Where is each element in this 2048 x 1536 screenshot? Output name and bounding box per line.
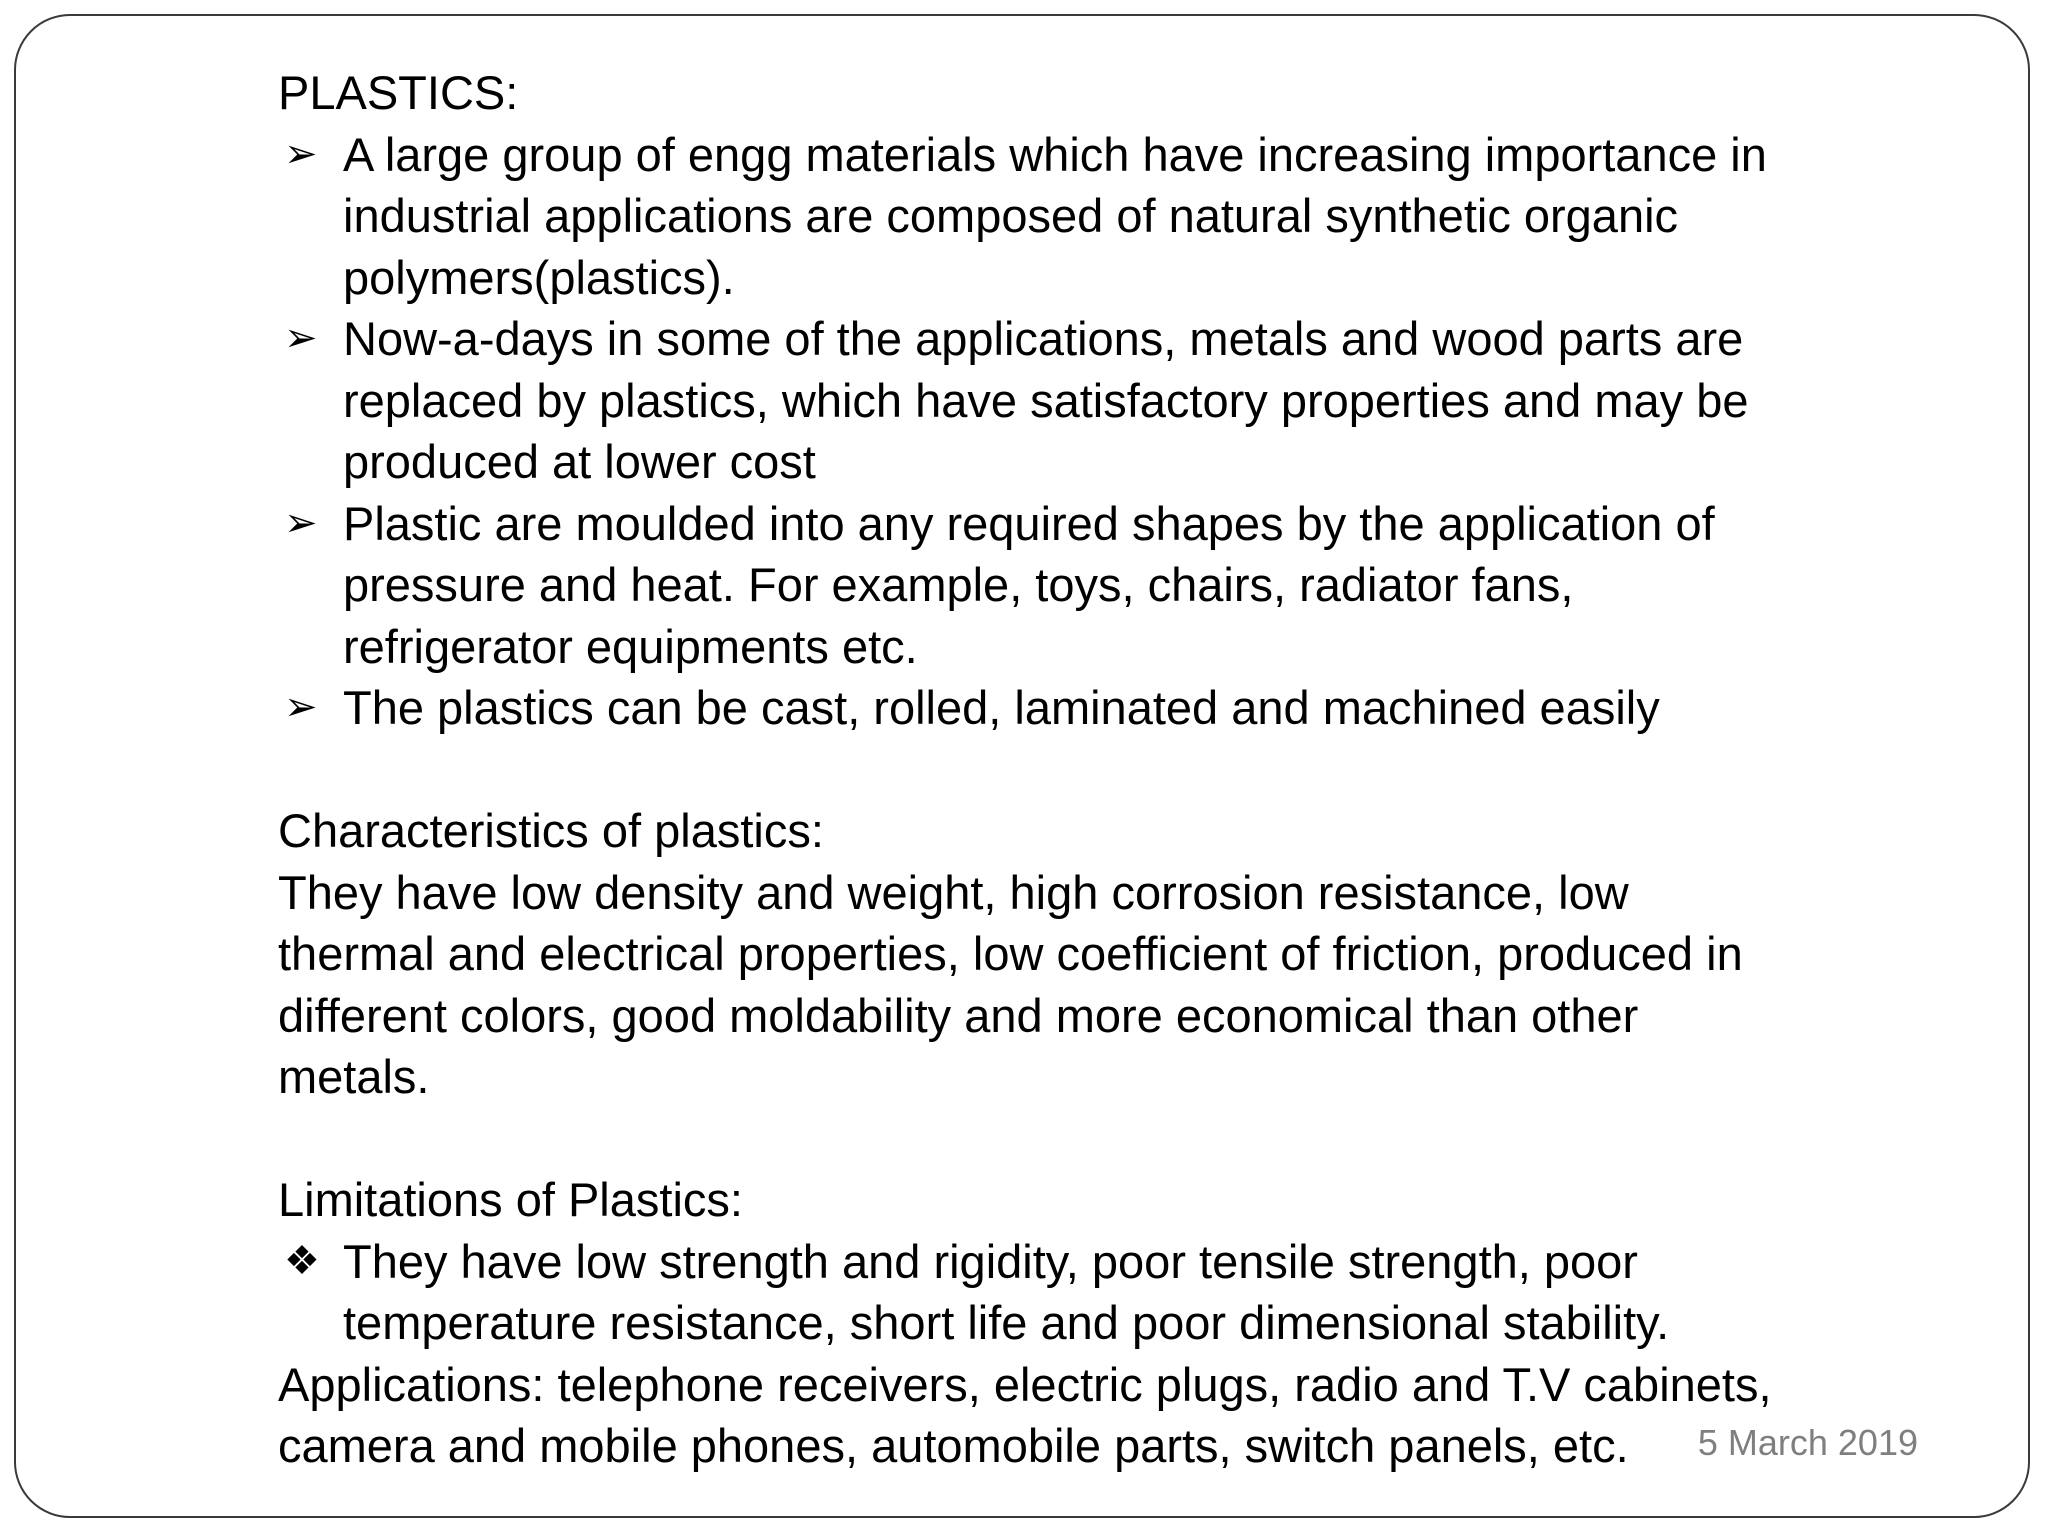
spacer — [278, 739, 1978, 801]
plastics-bullet-text: Now-a-days in some of the applications, metals and wood parts are replaced by plastics, which have satisfactory properties and may be produced at lower cost — [343, 312, 1749, 488]
plastics-bullet — [278, 124, 1978, 309]
plastics-bullet-text: Plastic are moulded into any required shapes by the application of pressure and heat. For example, toys, chairs, radiator fans, refrigerator equipments etc. — [343, 496, 1715, 673]
characteristics-line: They have low density and weight, high corrosion resistance, low — [278, 865, 1629, 919]
diamond-bullet-icon: ❖ — [284, 1238, 320, 1283]
characteristics-heading: Characteristics of plastics: — [278, 804, 824, 857]
applications-line: Applications: telephone receivers, electric plugs, radio and T.V cabinets, — [278, 1357, 1772, 1411]
limitations-bullet-text: They have low strength and rigidity, poor tensile strength, poor temperature resistance, short life and poor dimensional stability. — [343, 1234, 1670, 1349]
arrow-bullet-icon: ➢ — [284, 685, 318, 729]
limitations-bullet — [278, 1231, 1978, 1354]
limitations-heading: Limitations of Plastics: — [278, 1173, 743, 1226]
plastics-heading: PLASTICS: — [278, 66, 519, 119]
slide-content — [278, 62, 1978, 1477]
arrow-bullet-icon: ➢ — [284, 131, 318, 176]
spacer — [278, 1108, 1978, 1170]
plastics-bullet — [278, 677, 1978, 739]
applications-line: camera and mobile phones, automobile parts, switch panels, etc. — [278, 1419, 1629, 1472]
plastics-bullet-text: The plastics can be cast, rolled, laminated and machined easily — [343, 681, 1660, 734]
characteristics-line: different colors, good moldability and more economical than other — [278, 988, 1639, 1042]
slide-date: 5 March 2019 — [1697, 1422, 1918, 1463]
characteristics-line: metals. — [278, 1050, 430, 1103]
arrow-bullet-icon: ➢ — [284, 500, 318, 545]
arrow-bullet-icon: ➢ — [284, 316, 318, 360]
plastics-bullet-text: A large group of engg materials which have increasing importance in industrial applications are composed of natural synthetic organic polymers(plastics). — [343, 127, 1767, 304]
plastics-bullet — [278, 308, 1978, 493]
plastics-bullet — [278, 493, 1978, 678]
characteristics-line: thermal and electrical properties, low coefficient of friction, produced in — [278, 927, 1743, 980]
